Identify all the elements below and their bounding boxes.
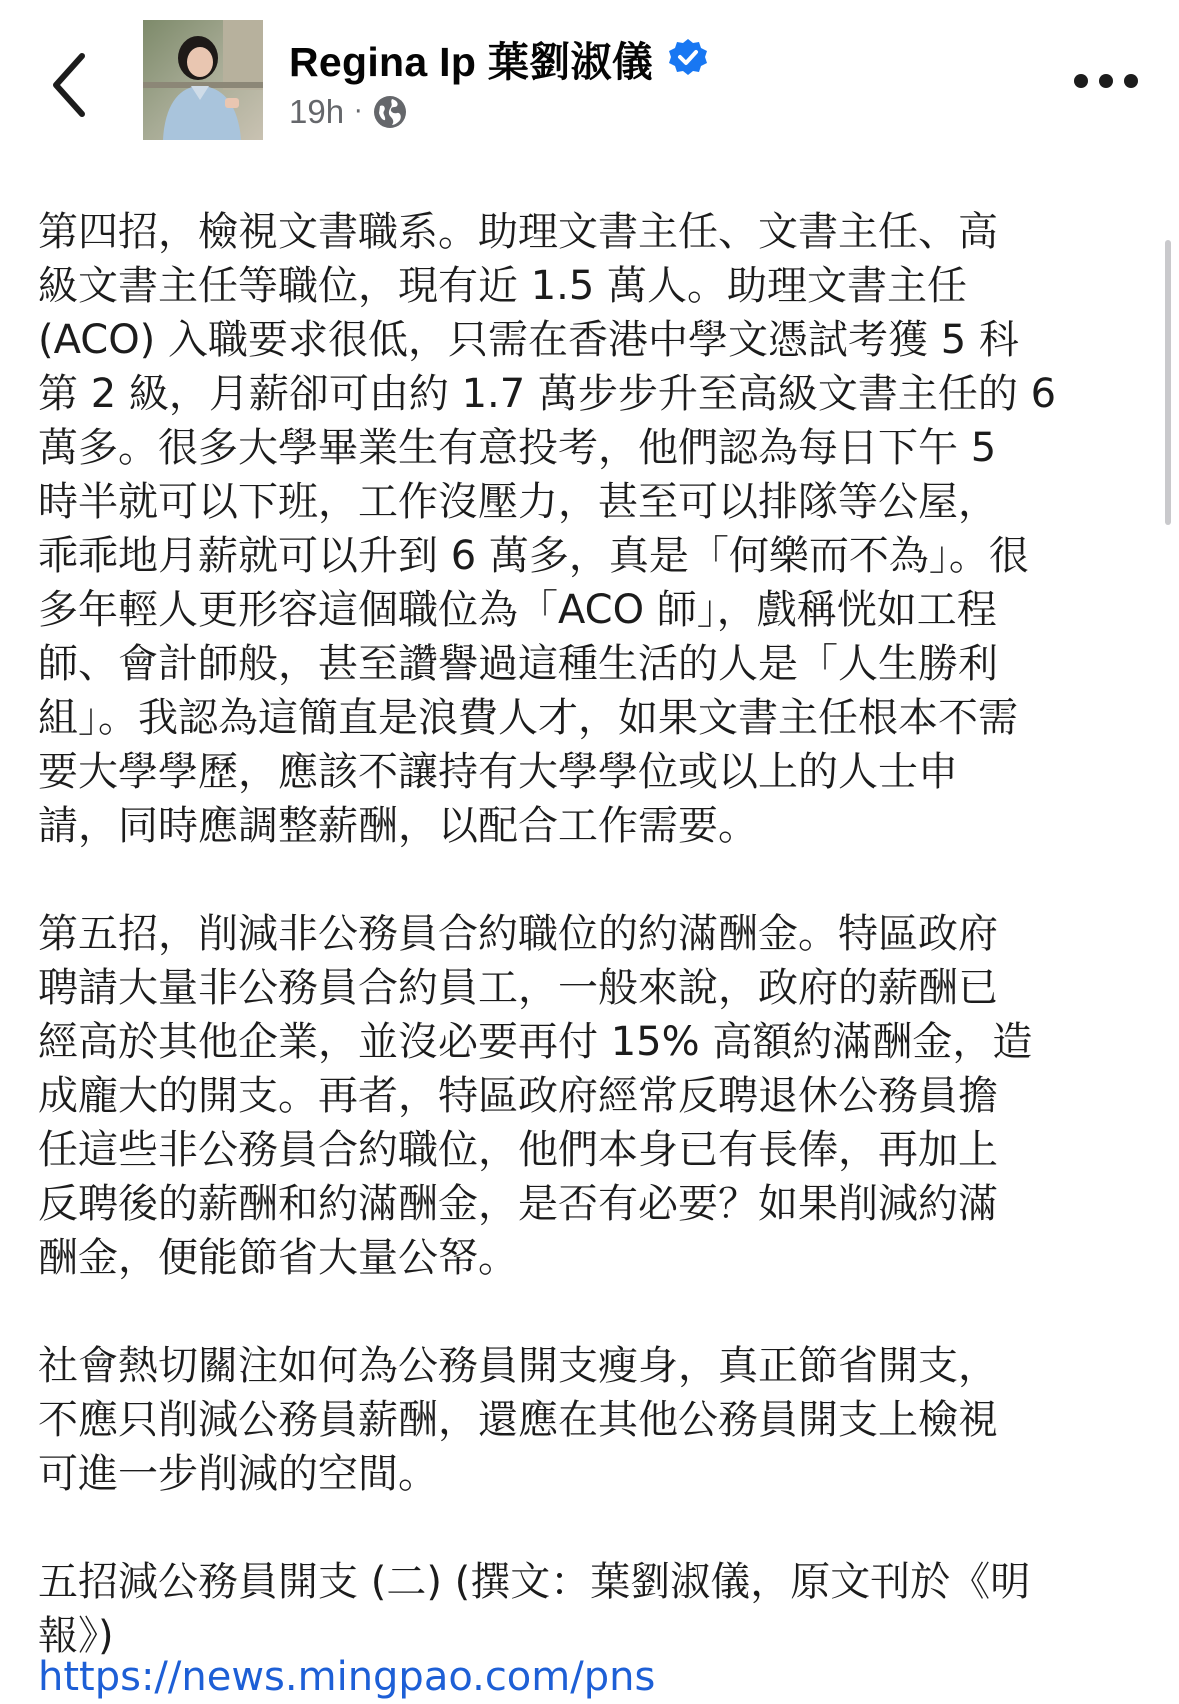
more-options-button[interactable] <box>1072 66 1142 96</box>
author-row <box>289 30 709 86</box>
globe-icon <box>372 94 408 130</box>
meta-separator: · <box>354 97 363 127</box>
post-paragraph: 社會熱切關注如何為公務員開支瘦身，真正節省開支， 不應只削減公務員薪酬，還應在其他公務員開支上檢視 可進一步削減的空間。 <box>38 1343 998 1497</box>
article-link[interactable]: https://news.mingpao.com/pns <box>38 1654 656 1700</box>
post-paragraph: 第四招，檢視文書職系。助理文書主任、文書主任、高 級文書主任等職位，現有近 1.5 萬人。助理文書主任 (ACO) 入職要求很低，只需在香港中學文憑試考獲 5 科 第 2 級，月薪卻可由約 1.7 萬步步升至高級文書主任的 6 萬多。很多大學畢業生有意投考，他們認為每日下午 5 時半就可以下班，工作沒壓力，甚至可以排隊等公屋， 乖乖地月薪就可以升到 6 萬多，真是「何樂而不為」。很 多年輕人更形容這個職位為「ACO 師」，戲稱恍如工程 師、會計師般，甚至讚譽過這種生活的人是「人生勝利 組」。我認為這簡直是浪費人才，如果文書主任根本不需 要大學學歷，應該不讓持有大學學位或以上的人士申 請，同時應調整薪酬，以配合工作需要。 <box>38 209 1057 849</box>
post-paragraph: 五招減公務員開支 (二) (撰文：葉劉淑儀，原文刊於《明 報》) <box>38 1559 1031 1659</box>
verified-badge-icon <box>667 37 709 79</box>
avatar[interactable] <box>143 20 263 140</box>
chevron-left-icon <box>46 50 96 120</box>
scrollbar[interactable] <box>1165 240 1171 525</box>
more-horizontal-icon <box>1074 74 1088 88</box>
profile-photo <box>143 20 263 140</box>
post-body <box>38 205 1138 1663</box>
post-paragraph: 第五招，削減非公務員合約職位的約滿酬金。特區政府 聘請大量非公務員合約員工，一般來說，政府的薪酬已 經高於其他企業，並沒必要再付 15% 高額約滿酬金，造 成龐大的開支。再者，特區政府經常反聘退休公務員擔 任這些非公務員合約職位，他們本身已有長俸，再加上 反聘後的薪酬和約滿酬金，是否有必要？如果削減約滿 酬金，便能節省大量公帑。 <box>38 911 1033 1281</box>
author-name[interactable]: Regina Ip 葉劉淑儀 <box>289 38 654 85</box>
post-header <box>0 0 1179 160</box>
back-button[interactable] <box>46 50 96 120</box>
post-time[interactable]: 19h <box>289 93 345 130</box>
post-meta <box>289 90 408 134</box>
